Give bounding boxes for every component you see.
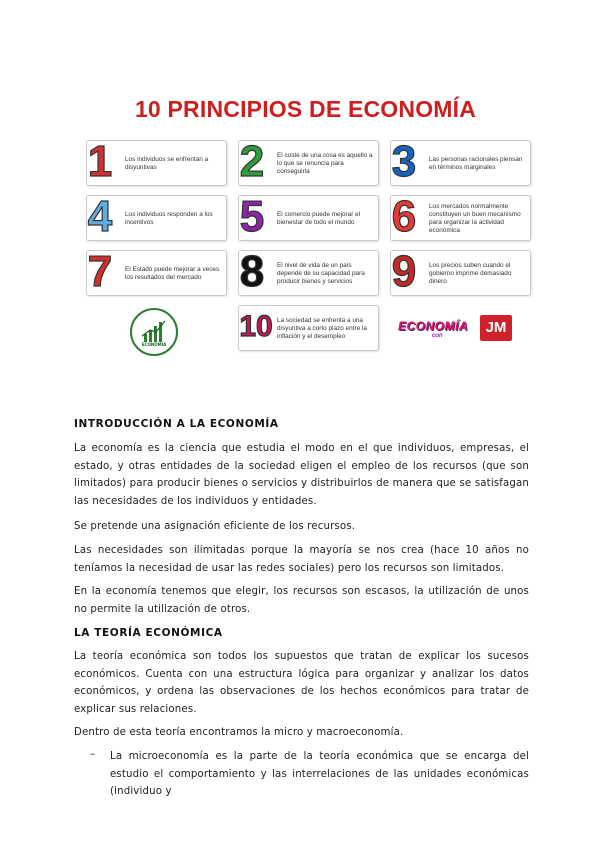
- principle-card-9: [390, 247, 531, 296]
- principle-number-10: 10: [239, 310, 273, 343]
- principle-number-3: 3: [391, 137, 417, 186]
- principle-number-8: 8: [239, 247, 265, 296]
- principle-number-6: 6: [391, 192, 417, 241]
- bullet-microeconomia: La microeconomía es la parte de la teoría económica que se encarga del estudio el comportamiento y las interrelaciones de las unidades económicas (individuo y: [110, 751, 529, 797]
- principle-text-3: Las personas racionales piensan en términos marginales: [429, 155, 523, 171]
- principle-card-1: [86, 137, 227, 186]
- principle-text-10: La sociedad se enfrenta a una disyuntiva a corto plazo entre la inflación y el desempleo: [277, 316, 367, 340]
- principle-card-10: [238, 305, 379, 351]
- paragraph-efficient-allocation: Se pretende una asignación eficiente de los recursos.: [74, 521, 356, 532]
- principle-card-8: [238, 247, 379, 296]
- principle-text-5: El comercio puede mejorar el bienestar de todo el mundo: [277, 210, 361, 226]
- infographic-title: 10 PRINCIPIOS DE ECONOMÍA: [134, 96, 477, 122]
- principle-text-2: El coste de una cosa es aquello a lo que se renuncia para conseguirla: [277, 151, 373, 175]
- paragraph-definition: La economía es la ciencia que estudia el modo en el que individuos, empresas, el estado, y otras entidades de la sociedad eligen el empleo de los recursos (que son limitados) para producir bienes o servicios y distribuirlos de manera que se satisfagan las necesidades de los individuos y entidades.: [74, 443, 529, 507]
- principle-number-7: 7: [87, 247, 113, 296]
- principle-text-1: Los individuos se enfrentan a disyuntivas: [125, 155, 209, 171]
- economia-con-jm-logo: [398, 315, 538, 345]
- principle-number-2: 2: [239, 137, 265, 186]
- principle-text-6: Los mercados normalmente constituyen un buen mecanismo para organizar la actividad económica: [429, 202, 521, 234]
- principle-number-4: 4: [87, 192, 113, 241]
- principle-card-3: [390, 137, 531, 186]
- paragraph-needs: Las necesidades son ilimitadas porque la mayoría se nos crea (hace 10 años no teníamos la necesidad de usar las redes sociales) pero los recursos son limitados.: [74, 545, 529, 574]
- principle-text-7: El Estado puede mejorar a veces los resultados del mercado: [125, 265, 220, 281]
- paragraph-choice: En la economía tenemos que elegir, los recursos son escasos, la utilización de unos no permite la utilización de otros.: [74, 586, 529, 615]
- bar-chart-icon: [132, 310, 176, 354]
- paragraph-theory: La teoría económica son todos los supuestos que tratan de explicar los sucesos económicos. Cuenta con una estructura lógica para organizar y analizar los datos económicos, y ordena las observaciones de los hechos económicos para tratar de explicar sus relaciones.: [74, 651, 529, 715]
- principle-text-9: Los precios suben cuando el gobierno imprime demasiado dinero: [429, 261, 512, 285]
- principle-card-5: [238, 192, 379, 241]
- logo-right-jm: JM: [480, 315, 512, 341]
- economia-logo-icon: [130, 308, 178, 356]
- logo-right-con: con: [432, 333, 443, 339]
- principle-card-4: [86, 192, 227, 241]
- principle-card-6: [390, 192, 531, 241]
- section-heading-introduccion: INTRODUCCIÓN A LA ECONOMÍA: [74, 418, 279, 430]
- logo-right-word: ECONOMÍA: [398, 319, 468, 333]
- principle-text-4: Los individuos responden a los incentivos: [125, 210, 213, 226]
- principle-number-9: 9: [391, 247, 417, 296]
- principle-card-7: [86, 247, 227, 296]
- section-heading-teoria: LA TEORÍA ECONÓMICA: [74, 627, 223, 639]
- bullet-dash: –: [90, 749, 96, 760]
- principles-infographic: [78, 90, 533, 360]
- principle-number-1: 1: [87, 137, 113, 186]
- principle-text-8: El nivel de vida de un país depende de su capacidad para producir bienes y servicios: [277, 261, 365, 285]
- paragraph-micro-macro: Dentro de esta teoría encontramos la micro y macroeconomía.: [74, 727, 404, 738]
- principle-card-2: [238, 137, 379, 186]
- logo-left-text: ECONOMÍA: [141, 342, 167, 347]
- principle-number-5: 5: [239, 192, 265, 241]
